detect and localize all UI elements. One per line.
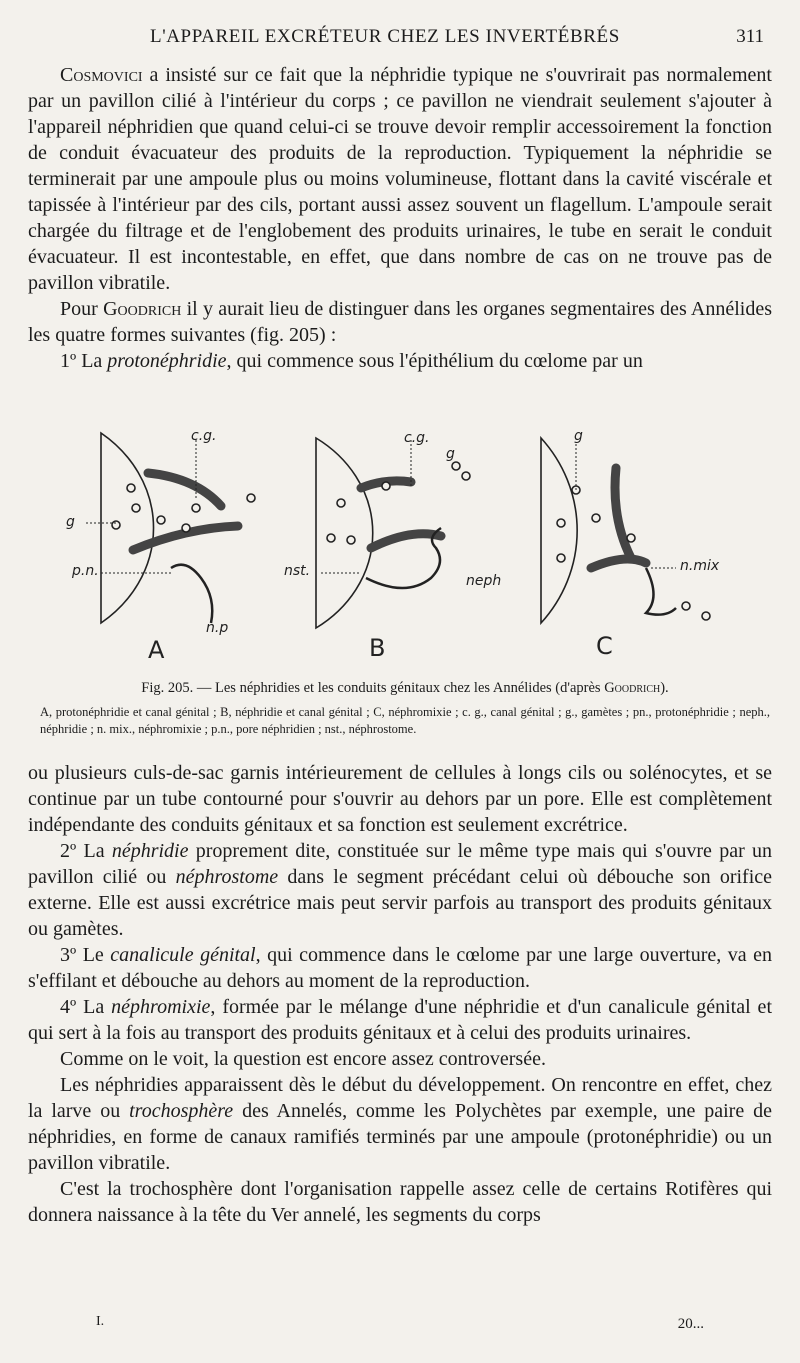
paragraph-cosmovici [28,62,772,296]
paragraph-text: a insisté sur ce fait que la néphridie typique ne s'ouvrirait pas normalement par un pavillon cilié à l'intérieur du corps ; ce pavillon ne viendrait seulement s'ajouter à l'appareil néphridien que quand celui-ci se trouve devoir remplir accessoirement la fonction de conduit évacuateur des produits de la reproduction. Typiquement la néphridie se terminerait par une ampoule plus ou moins volumineuse, flottant dans la cavité viscérale et tapissée à l'intérieur par des cils, portant aussi assez souvent un flagellum. L'ampoule serait chargée du filtrage et de l'englobement des produits urinaires, le tube en serait le conduit évacuateur. Il est incontestable, en effet, que dans nombre de cas on ne trouve pas de pavillon vibratile. [28,64,772,294]
paragraph-item-4 [28,994,772,1046]
footer-sheet-number: 20... [677,1316,704,1332]
running-title: L'APPAREIL EXCRÉTEUR CHEZ LES INVERTÉBRÉS [150,26,620,47]
term: protonéphridie [107,350,227,372]
paragraph-continuation: ou plusieurs culs-de-sac garnis intérieurement de cellules à longs cils ou solénocytes, et se continue par un tube contourné pour s'ouvrir au dehors par un pore. Elle est complètement indépendante des conduits génitaux et sa fonction est seulement excrétrice. [28,762,772,836]
paragraph-text: dans le segment précédant celui où débouche son orifice externe. Elle est aussi excrétrice mais peut servir parfois au transport des produits génitaux ou gamètes. [28,866,772,940]
paragraph-text: , formée par le mélange d'une néphridie et d'un canalicule génital et qui sert à la fois au transport des produits génitaux et à celui des produits urinaires. [28,996,772,1044]
paragraph-text: , qui commence sous l'épithélium du cœlome par un [226,350,643,372]
item-number: 3º Le [60,944,111,966]
paragraph-development [28,1072,772,1176]
label-pn: p.n. [72,563,99,579]
caption-text: ). [660,680,669,696]
label-np: n.p [206,620,229,636]
term: canalicule génital [110,944,256,966]
paragraph-text: Pour [60,298,104,320]
figure-205 [36,428,766,678]
panel-a-outline [101,433,154,623]
figure-caption [40,680,770,697]
paragraph-text: il y aurait lieu de distinguer dans les organes segmentaires des Annélides les quatre formes suivantes (fig. 205) : [28,298,772,346]
paragraph-text: , qui commence dans le cœlome par une large ouverture, va en s'effilant et débouche au dehors au moment de la reproduction. [28,944,772,992]
item-number: 2º La [60,840,112,862]
term: néphridie [111,840,189,862]
label-nmix: n.mix [680,558,720,574]
panel-b-outline [316,438,373,628]
label-g-b: g [446,446,455,462]
paragraph-text: Les néphridies apparaissent dès le début du développement. On rencontre en effet, chez la larve ou [28,1074,772,1122]
item-number: 1º La [60,350,108,372]
page-header [0,24,800,54]
figure-legend: A, protonéphridie et canal génital ; B, néphridie et canal génital ; C, néphromixie ; c. g., canal génital ; g., gamètes ; pn., protonéphridie ; neph., néphridie ; n. mix., néphromixie ; p.n., pore néphridien ; nst., néphrostome. [40,705,770,736]
label-neph: neph [466,573,502,589]
panel-c-outline [541,438,577,623]
caption-text: Fig. 205. — Les néphridies et les conduits génitaux chez les Annélides (d'après [141,680,605,696]
paragraph-item-1 [28,348,772,374]
label-g-c: g [574,428,583,444]
paragraph-controversy: Comme on le voit, la question est encore assez controversée. [60,1048,546,1070]
label-cg-a: c.g. [191,428,217,444]
panel-label-c: C [596,632,613,660]
item-number: 4º La [60,996,112,1018]
paragraph-trochosphere: C'est la trochosphère dont l'organisation rappelle assez celle de certains Rotifères qui donnera naissance à la tête du Ver annelé, les segments du corps [28,1178,772,1226]
author-name: Goodrich [103,298,182,320]
term: néphromixie [111,996,211,1018]
term: néphrostome [175,866,279,888]
panel-label-a: A [148,636,165,664]
term: trochosphère [129,1100,234,1122]
paragraph-item-3 [28,942,772,994]
label-nst: nst. [284,563,311,579]
text-block-bottom [28,760,772,1228]
author-name: Cosmovici [60,64,143,86]
label-cg-b: c.g. [404,430,430,446]
paragraph-goodrich [28,296,772,348]
caption-author: Goodrich [604,680,661,696]
panel-label-b: B [369,634,386,662]
page-number: 311 [736,26,764,47]
paragraph-item-2 [28,838,772,942]
text-block-top [28,62,772,374]
label-g-a: g [66,514,75,530]
footer-signature: I. [96,1314,105,1329]
paragraph-text: proprement dite, constituée sur le même type mais qui s'ouvre par un pavillon cilié ou [28,840,772,888]
figure-drawing [36,428,766,678]
paragraph-text: des Annelés, comme les Polychètes par exemple, une paire de néphridies, en forme de canaux ramifiés terminés par une ampoule (protonéphridie) ou un pavillon vibratile. [28,1100,772,1174]
